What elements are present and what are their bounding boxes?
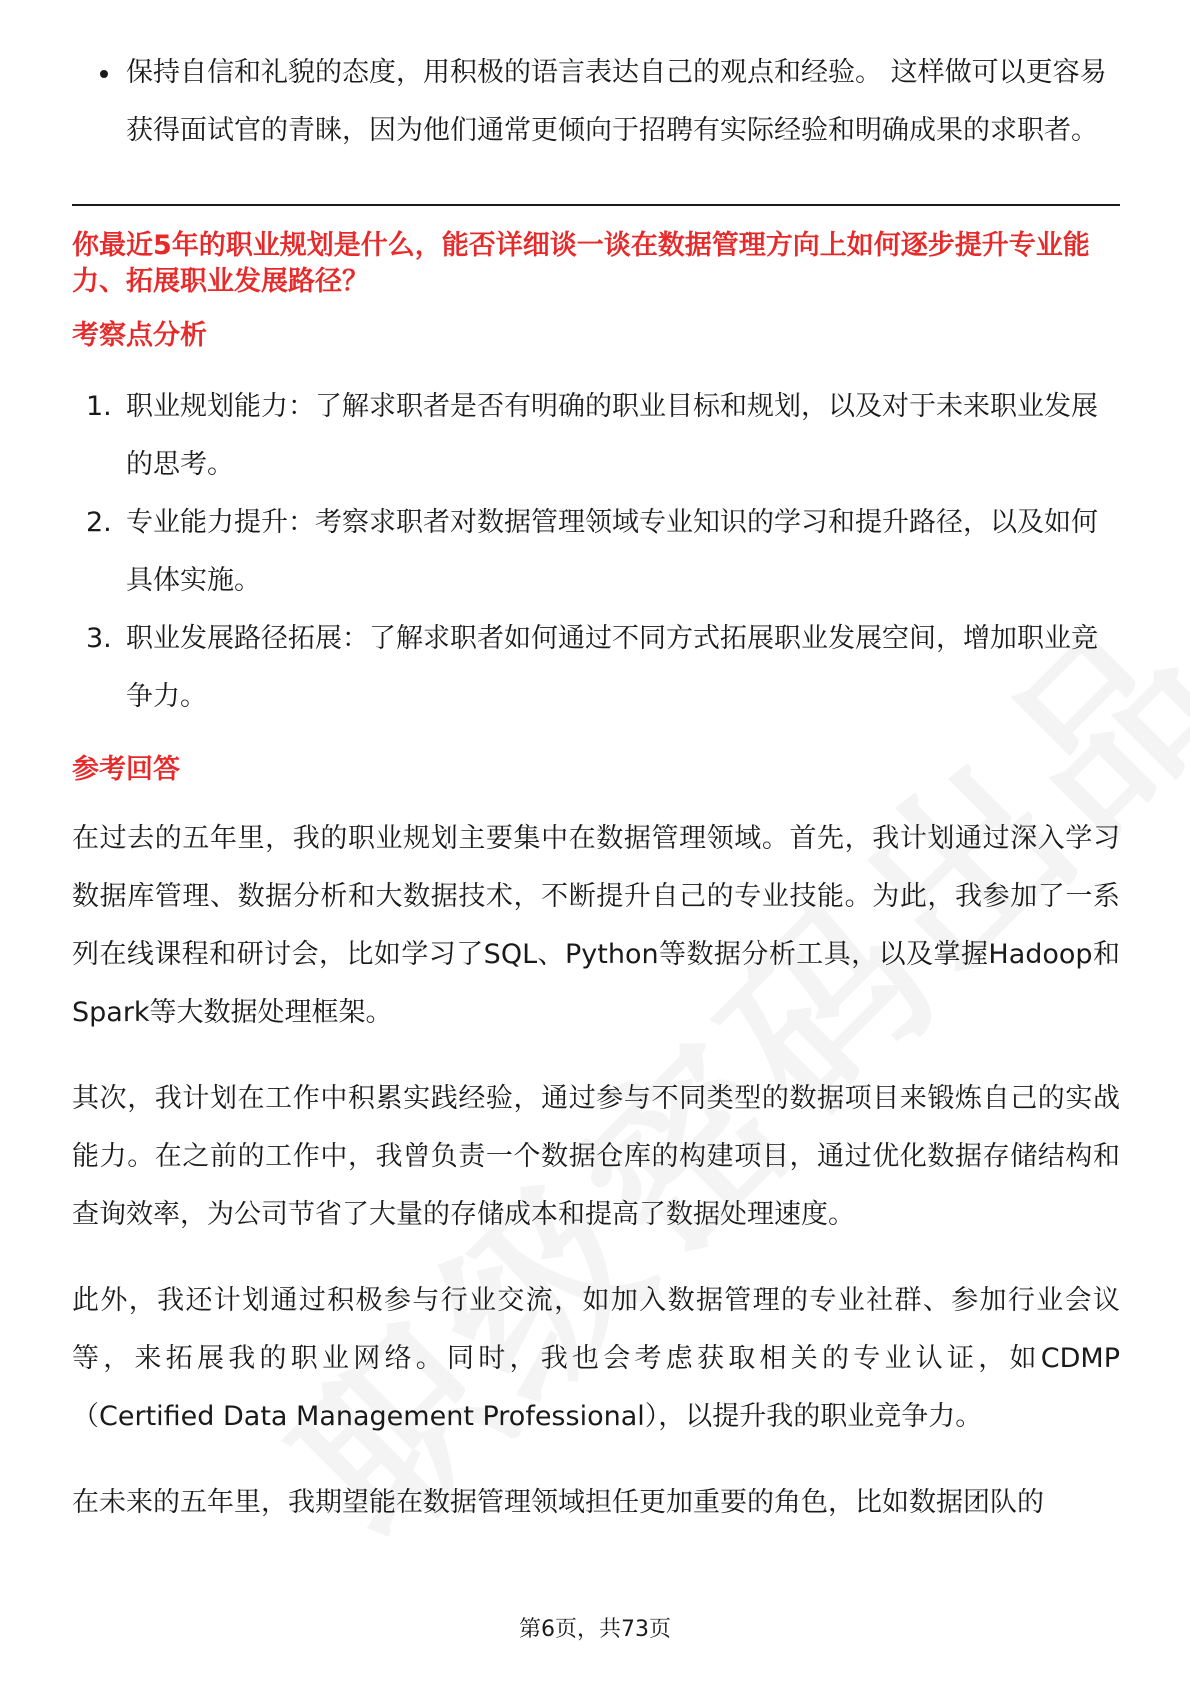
analysis-item — [72, 494, 1120, 610]
answer-paragraph: 此外，我还计划通过积极参与行业交流，如加入数据管理的专业社群、参加行业会议等，来拓展我的职业网络。同时，我也会考虑获取相关的专业认证，如CDMP（Certified Data Management Professional），以提升我的职业竞争力。 — [72, 1285, 1120, 1432]
answer-heading: 参考回答 — [72, 754, 180, 785]
answer-paragraph: 在未来的五年里，我期望能在数据管理领域担任更加重要的角色，比如数据团队的 — [72, 1487, 1044, 1518]
analysis-item-number: 1. — [86, 391, 112, 422]
page-content — [72, 44, 1120, 1532]
analysis-heading: 考察点分析 — [72, 320, 207, 351]
analysis-item-number: 2. — [86, 507, 112, 538]
intro-bullet-item — [72, 44, 1120, 160]
analysis-list — [72, 378, 1120, 726]
bullet-dot-icon — [100, 70, 108, 78]
analysis-item-text: 职业发展路径拓展：了解求职者如何通过不同方式拓展职业发展空间，增加职业竞争力。 — [126, 623, 1098, 712]
section-divider — [72, 204, 1120, 206]
intro-bullet-text: 保持自信和礼貌的态度，用积极的语言表达自己的观点和经验。 这样做可以更容易获得面试官的青睐，因为他们通常更倾向于招聘有实际经验和明确成果的求职者。 — [126, 57, 1107, 146]
answer-paragraph: 在过去的五年里，我的职业规划主要集中在数据管理领域。首先，我计划通过深入学习数据库管理、数据分析和大数据技术，不断提升自己的专业技能。为此，我参加了一系列在线课程和研讨会，比如学习了SQL、Python等数据分析工具，以及掌握Hadoop和Spark等大数据处理框架。 — [72, 823, 1120, 1028]
analysis-item-text: 专业能力提升：考察求职者对数据管理领域专业知识的学习和提升路径，以及如何具体实施。 — [126, 507, 1098, 596]
analysis-item-number: 3. — [86, 623, 112, 654]
analysis-item — [72, 378, 1120, 494]
question-title: 你最近5年的职业规划是什么，能否详细谈一谈在数据管理方向上如何逐步提升专业能力、拓展职业发展路径？ — [72, 230, 1090, 297]
analysis-item — [72, 610, 1120, 726]
answer-paragraph: 其次，我计划在工作中积累实践经验，通过参与不同类型的数据项目来锻炼自己的实战能力。在之前的工作中，我曾负责一个数据仓库的构建项目，通过优化数据存储结构和查询效率，为公司节省了大量的存储成本和提高了数据处理速度。 — [72, 1083, 1120, 1230]
analysis-item-text: 职业规划能力：了解求职者是否有明确的职业目标和规划，以及对于未来职业发展的思考。 — [126, 391, 1098, 480]
page-footer: 第6页，共73页 — [519, 1617, 671, 1642]
